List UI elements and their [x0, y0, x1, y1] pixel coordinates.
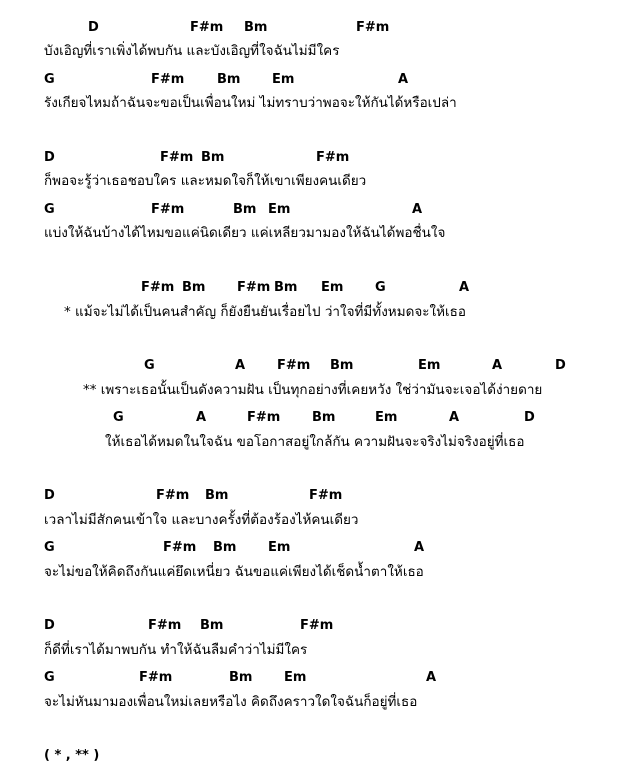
chord: F#m [139, 670, 173, 685]
chord: Bm [205, 488, 229, 503]
lyric-line: ก็พอจะรู้ว่าเธอชอบใคร และหมดใจก็ให้เขาเพียงคนเดียว [44, 173, 367, 189]
lyric-line: แบ่งให้ฉันบ้างได้ไหมขอแค่นิดเดียว แค่เหลียวมามองให้ฉันได้พอชื่นใจ [44, 225, 446, 241]
chord: D [44, 488, 55, 503]
chord: Bm [200, 618, 224, 633]
chord: D [524, 410, 535, 425]
chord: F#m [356, 20, 390, 35]
chord: Em [268, 202, 291, 217]
chord: Bm [244, 20, 268, 35]
chord: G [144, 358, 155, 373]
lyric-line: ** เพราะเธอนั้นเป็นดังความฝัน เป็นทุกอย่างที่เคยหวัง ใช่ว่ามันจะเจอได้ง่ายดาย [83, 382, 543, 398]
chord: Bm [274, 280, 298, 295]
chord: A [426, 670, 437, 685]
repeat-marker: ( * , ** ) [44, 748, 100, 763]
chord: Bm [213, 540, 237, 555]
chord: D [555, 358, 566, 373]
chord: Bm [330, 358, 354, 373]
chord: F#m [156, 488, 190, 503]
chord: A [449, 410, 460, 425]
chord: A [398, 72, 409, 87]
chord: Bm [201, 150, 225, 165]
chord: Em [272, 72, 295, 87]
chord: F#m [163, 540, 197, 555]
chord: D [44, 618, 55, 633]
lyric-line: เวลาไม่มีสักคนเข้าใจ และบางครั้งที่ต้องร้องไห้คนเดียว [44, 512, 359, 528]
chord: F#m [160, 150, 194, 165]
chord: A [414, 540, 425, 555]
chord: Em [268, 540, 291, 555]
chord: F#m [237, 280, 271, 295]
chord: G [44, 72, 55, 87]
chord: Em [284, 670, 307, 685]
chord: Em [375, 410, 398, 425]
chord: G [44, 540, 55, 555]
chord: A [235, 358, 246, 373]
chord: F#m [151, 202, 185, 217]
chord: D [88, 20, 99, 35]
chord: F#m [151, 72, 185, 87]
lyric-line: รังเกียจไหมถ้าฉันจะขอเป็นเพื่อนใหม่ ไม่ทราบว่าพอจะให้กันได้หรือเปล่า [44, 95, 457, 111]
lyric-line: บังเอิญที่เราเพิ่งได้พบกัน และบังเอิญที่ใจฉันไม่มีใคร [44, 43, 340, 59]
chord: F#m [277, 358, 311, 373]
lyric-line: จะไม่หันมามองเพื่อนใหม่เลยหรือไง คิดถึงคราวใดใจฉันก็อยู่ที่เธอ [44, 694, 418, 710]
lyric-line: * แม้จะไม่ได้เป็นคนสำคัญ ก็ยังยืนยันเรื่อยไป ว่าใจที่มีทั้งหมดจะให้เธอ [64, 304, 466, 320]
chord: Em [321, 280, 344, 295]
chord: Bm [233, 202, 257, 217]
chord: F#m [247, 410, 281, 425]
chord: F#m [309, 488, 343, 503]
chord: Bm [312, 410, 336, 425]
chord: G [44, 670, 55, 685]
chord: D [44, 150, 55, 165]
chord: G [375, 280, 386, 295]
lyric-line: จะไม่ขอให้คิดถึงกันแค่ยึดเหนี่ยว ฉันขอแค่เพียงได้เช็ดน้ำตาให้เธอ [44, 564, 424, 580]
chord: F#m [300, 618, 334, 633]
chord: Bm [217, 72, 241, 87]
chord: Em [418, 358, 441, 373]
chord: A [196, 410, 207, 425]
chord: A [459, 280, 470, 295]
chord: F#m [148, 618, 182, 633]
chord: G [113, 410, 124, 425]
lyric-line: ก็ดีที่เราได้มาพบกัน ทำให้ฉันลืมคำว่าไม่มีใคร [44, 642, 308, 658]
chord: Bm [182, 280, 206, 295]
lyric-line: ให้เธอได้หมดในใจฉัน ขอโอกาสอยู่ใกล้กัน ความฝันจะจริงไม่จริงอยู่ที่เธอ [105, 434, 525, 450]
chord: A [412, 202, 423, 217]
chord: A [492, 358, 503, 373]
chord: G [44, 202, 55, 217]
chord: F#m [316, 150, 350, 165]
chord: F#m [141, 280, 175, 295]
chord: F#m [190, 20, 224, 35]
chord: Bm [229, 670, 253, 685]
